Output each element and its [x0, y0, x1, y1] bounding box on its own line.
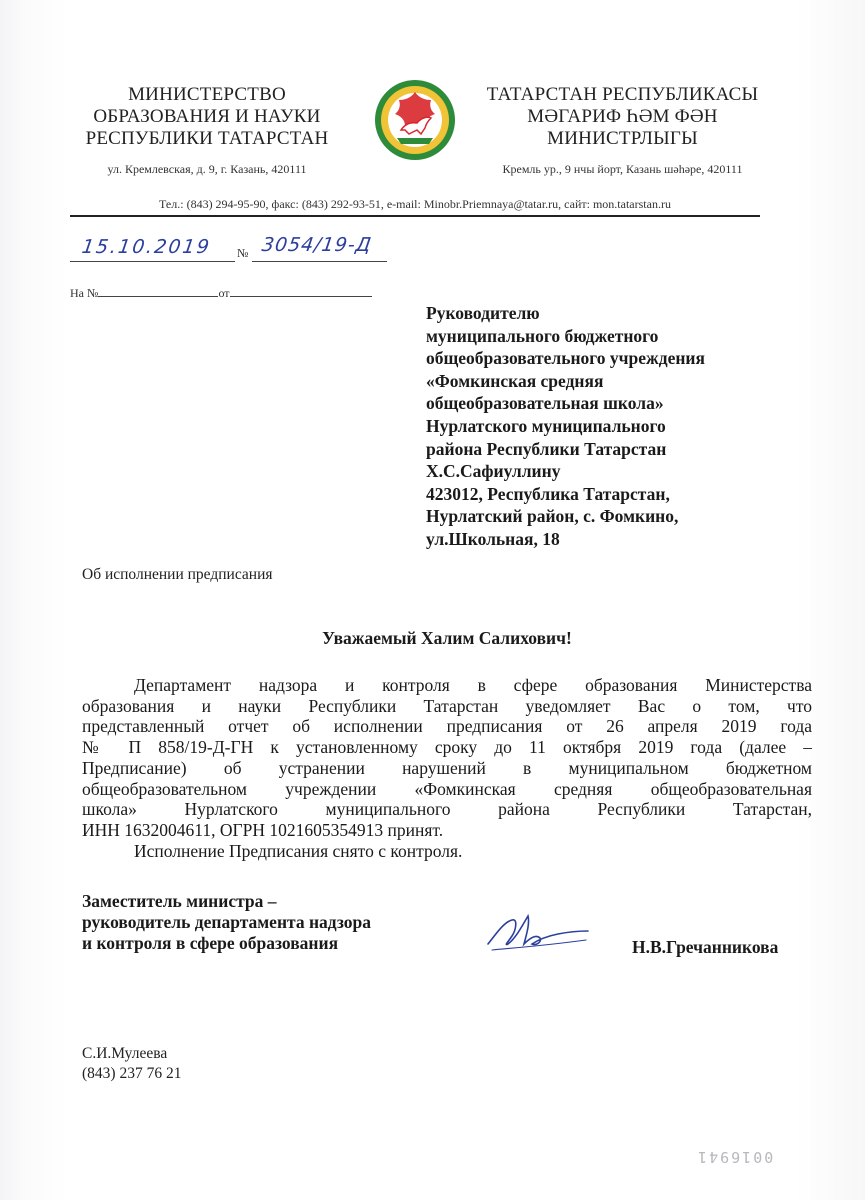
reference-blank — [98, 286, 218, 297]
signatory-title-line: Заместитель министра – — [82, 891, 277, 911]
ministry-line: ТАТАРСТАН РЕСПУБЛИКАСЫ — [486, 84, 759, 105]
number-underline — [252, 261, 387, 262]
body-line: ИНН 1632004611, ОГРН 1021605354913 принят. — [82, 819, 444, 840]
signatory-title — [82, 891, 371, 954]
registration-number: 3054/19-Д — [260, 234, 374, 256]
ministry-name-russian — [72, 84, 342, 150]
tatarstan-emblem-icon — [373, 78, 457, 162]
addressee-line: муниципального бюджетного — [426, 325, 659, 346]
body-line: Департамент надзора и контроля в сфере образования Министерства — [134, 675, 812, 695]
address-russian: ул. Кремлевская, д. 9, г. Казань, 420111 — [107, 162, 307, 176]
addressee-line: ул.Школьная, 18 — [426, 528, 560, 549]
reference-date-blank — [230, 286, 372, 297]
ministry-line: МИНИСТЕРСТВО — [128, 84, 286, 105]
form-serial-number: 0016941 — [696, 1148, 774, 1166]
executor-name: С.И.Мулеева — [82, 1045, 168, 1062]
letter-body — [82, 675, 812, 861]
addressee-block — [426, 302, 766, 551]
body-line: Предписание) об устранении нарушений в муниципальном бюджетном — [82, 757, 812, 778]
date-underline — [70, 261, 235, 262]
ministry-line: МӘГАРИФ ҺӘМ ФӘН — [527, 106, 718, 127]
header-divider — [70, 215, 760, 217]
ministry-name-tatar — [480, 84, 765, 150]
addressee-line: Нурлатского муниципального — [426, 415, 666, 436]
reference-line — [70, 286, 372, 301]
body-line: общеобразовательном учреждении «Фомкинская средняя общеобразовательная — [82, 778, 812, 799]
executor-phone: (843) 237 76 21 — [82, 1065, 182, 1082]
registration-date: 15.10.2019 — [80, 236, 213, 258]
greeting: Уважаемый Халим Салихович! — [322, 628, 572, 648]
addressee-line: общеобразовательная школа» — [426, 393, 664, 414]
signatory-title-line: руководитель департамента надзора — [82, 912, 372, 932]
reference-label: На № — [70, 286, 99, 300]
body-line: представленный отчет об исполнении предписания от 26 апреля 2019 года — [82, 716, 812, 737]
addressee-line: района Республики Татарстан — [426, 438, 667, 459]
executor-block — [82, 1044, 181, 1084]
handwritten-signature-icon — [482, 904, 592, 960]
addressee-line: Х.С.Сафиуллину — [426, 461, 561, 482]
body-paragraph-2: Исполнение Предписания снято с контроля. — [134, 840, 463, 861]
reference-from-label: от — [218, 286, 230, 300]
addressee-line: общеобразовательного учреждения — [426, 348, 705, 369]
body-line: образования и науки Республики Татарстан уведомляет Вас о том, что — [82, 695, 812, 716]
ministry-line: МИНИСТРЛЫГЫ — [547, 128, 698, 149]
number-label: № — [237, 246, 249, 260]
body-line: № П 858/19-Д-ГН к установленному сроку до 11 октября 2019 года (далее – — [82, 737, 812, 758]
signatory-title-line: и контроля в сфере образования — [82, 933, 339, 953]
ministry-line: ОБРАЗОВАНИЯ И НАУКИ — [93, 106, 321, 127]
address-tatar: Кремль ур., 9 нчы йорт, Казань шәһәре, 420111 — [502, 162, 743, 176]
addressee-line: Нурлатский район, с. Фомкино, — [426, 506, 679, 527]
body-line: школа» Нурлатского муниципального района Республики Татарстан, — [82, 799, 812, 820]
addressee-line: 423012, Республика Татарстан, — [426, 483, 670, 504]
addressee-line: Руководителю — [426, 303, 540, 323]
contact-line: Тел.: (843) 294-95-90, факс: (843) 292-93-51, e-mail: Minobr.Priemnaya@tatar.ru, сайт: mon.tatarstan.ru — [159, 197, 671, 211]
letter-subject: Об исполнении предписания — [82, 566, 273, 583]
addressee-line: «Фомкинская средняя — [426, 370, 604, 391]
signatory-name: Н.В.Гречанникова — [632, 937, 779, 957]
ministry-line: РЕСПУБЛИКИ ТАТАРСТАН — [85, 128, 329, 149]
